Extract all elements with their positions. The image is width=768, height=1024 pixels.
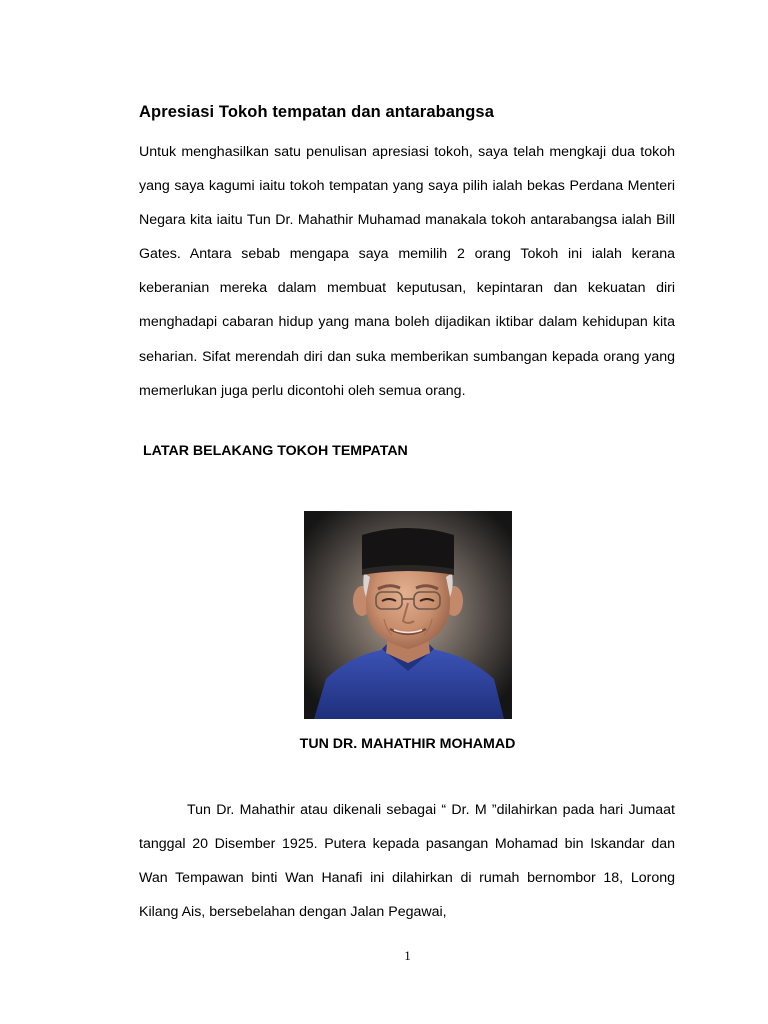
portrait-photo (304, 511, 512, 719)
document-title: Apresiasi Tokoh tempatan dan antarabangsa (139, 103, 494, 121)
portrait-caption: TUN DR. MAHATHIR MOHAMAD (299, 736, 516, 752)
page-number: 1 (404, 948, 411, 963)
intro-paragraph: Untuk menghasilkan satu penulisan apresiasi tokoh, saya telah mengkaji dua tokoh yang saya kagumi iaitu tokoh tempatan yang saya pilih ialah bekas Perdana Menteri Negara kita iaitu Tun Dr. Mahathir Muhamad manakala tokoh antarabangsa ialah Bill Gates. Antara sebab mengapa saya memilih 2 orang Tokoh ini ialah kerana keberanian mereka dalam membuat keputusan, kepintaran dan kekuatan diri menghadapi cabaran hidup yang mana boleh dijadikan iktibar dalam kehidupan kita seharian. Sifat merendah diri dan suka memberikan sumbangan kepada orang yang memerlukan juga perlu dicontohi oleh semua orang. (139, 144, 675, 399)
biography-paragraph: Tun Dr. Mahathir atau dikenali sebagai “ Dr. M ”dilahirkan pada hari Jumaat tanggal 20 Disember 1925. Putera kepada pasangan Mohamad bin Iskandar dan Wan Tempawan binti Wan Hanafi ini dilahirkan di rumah bernombor 18, Lorong Kilang Ais, bersebelahan dengan Jalan Pegawai, (139, 802, 675, 921)
section-heading: LATAR BELAKANG TOKOH TEMPATAN (143, 443, 408, 459)
